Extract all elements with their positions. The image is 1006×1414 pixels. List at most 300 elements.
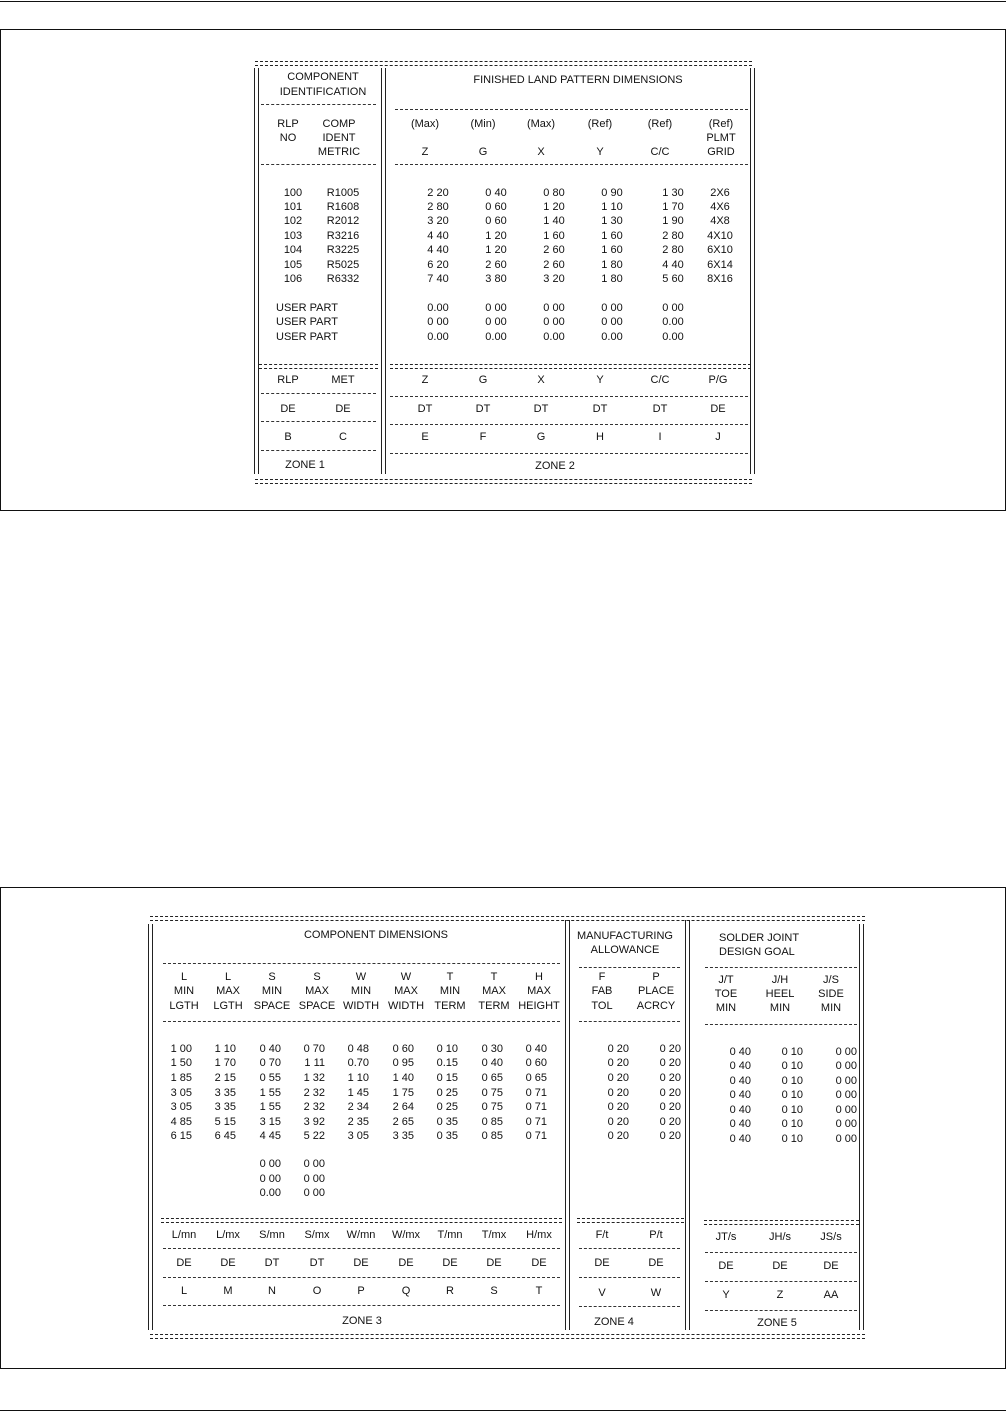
user-cell-1-2: 0 00 <box>543 316 565 328</box>
comp-cell-6-1: 6 45 <box>214 1130 236 1142</box>
user-cell-2-3: 0.00 <box>601 331 623 343</box>
top-letter-0: B <box>284 431 292 443</box>
sj-col-hdr-0-1: TOE <box>714 988 738 1000</box>
top-abbr-3: G <box>478 374 488 386</box>
mfg-cell-5-0: 0 20 <box>607 1116 629 1128</box>
comp-abbr-3: S/mx <box>304 1229 330 1241</box>
comp-type-0: DE <box>176 1257 192 1269</box>
sj-cell-5-1: 0 10 <box>781 1118 803 1130</box>
mfg-cell-1-0: 0 20 <box>607 1057 629 1069</box>
comp-cell-3-0: 3 05 <box>170 1087 192 1099</box>
sj-cell-6-1: 0 10 <box>781 1133 803 1145</box>
comp-cell-1-1: 1 70 <box>214 1057 236 1069</box>
comp-cell-4-0: 3 05 <box>170 1101 192 1113</box>
mfg-header-2: ALLOWANCE <box>590 944 660 956</box>
top-cell-5-2: 6 20 <box>427 259 449 271</box>
col-header-dim-5-1: PLMT <box>706 132 736 144</box>
sj-abbr-1: JH/s <box>769 1231 791 1243</box>
mfg-cell-0-0: 0 20 <box>607 1043 629 1055</box>
mfg-abbr-1: P/t <box>649 1229 663 1241</box>
top-cell-2-0: 102 <box>283 215 303 227</box>
comp-cell-2-4: 1 10 <box>347 1072 369 1084</box>
comp-cell-0-3: 0 70 <box>303 1043 325 1055</box>
comp-cell-3-8: 0 71 <box>525 1087 547 1099</box>
comp-cell-6-2: 4 45 <box>259 1130 281 1142</box>
top-letter-7: J <box>715 431 721 443</box>
bot-user-cell-1-0: 0 00 <box>259 1173 281 1185</box>
top-cell-0-0: 100 <box>283 187 303 199</box>
comp-cell-6-7: 0 85 <box>481 1130 503 1142</box>
user-cell-0-4: 0 00 <box>662 302 684 314</box>
top-cell-5-6: 4 40 <box>662 259 684 271</box>
top-cell-4-4: 2 60 <box>543 244 565 256</box>
top-cell-3-1: R3216 <box>326 230 360 242</box>
comp-cell-5-3: 3 92 <box>303 1116 325 1128</box>
top-cell-2-5: 1 30 <box>601 215 623 227</box>
sj-col-hdr-0-2: MIN <box>715 1002 737 1014</box>
comp-cell-5-7: 0 85 <box>481 1116 503 1128</box>
sj-cell-1-1: 0 10 <box>781 1060 803 1072</box>
sj-col-hdr-0-0: J/T <box>718 974 734 986</box>
user-cell-2-4: 0.00 <box>662 331 684 343</box>
comp-letter-4: P <box>357 1285 365 1297</box>
top-cell-0-6: 1 30 <box>662 187 684 199</box>
comp-cell-0-4: 0 48 <box>347 1043 369 1055</box>
col-header-dim-2-2: X <box>537 146 545 158</box>
bot-right-border <box>859 924 864 1330</box>
comp-letter-8: T <box>535 1285 543 1297</box>
comp-cell-5-0: 4 85 <box>170 1116 192 1128</box>
sj-col-hdr-1-0: J/H <box>771 974 789 986</box>
user-cell-0-1: 0 00 <box>485 302 507 314</box>
bot-sep-5c <box>705 1310 857 1311</box>
top-cell-6-3: 3 80 <box>485 273 507 285</box>
comp-letter-0: L <box>180 1285 188 1297</box>
comp-letter-6: R <box>446 1285 454 1297</box>
sj-cell-0-2: 0 00 <box>835 1046 857 1058</box>
top-cell-5-7: 6X14 <box>707 259 733 271</box>
comp-cell-1-8: 0 60 <box>525 1057 547 1069</box>
top-cell-1-7: 4X6 <box>710 201 730 213</box>
mfg-cell-2-0: 0 20 <box>607 1072 629 1084</box>
top-cell-2-6: 1 90 <box>662 215 684 227</box>
user-cell-2-0: 0.00 <box>427 331 449 343</box>
top-cell-6-6: 5 60 <box>662 273 684 285</box>
col-header-dim-3-2: Y <box>596 146 604 158</box>
top-type-5: DT <box>592 403 608 415</box>
top-cell-1-1: R1608 <box>326 201 360 213</box>
comp-col-hdr-2-1: MIN <box>261 985 283 997</box>
bot-eq-3 <box>704 1220 859 1225</box>
sj-cell-0-1: 0 10 <box>781 1046 803 1058</box>
user-cell-0-0: 0.00 <box>427 302 449 314</box>
top-cell-6-7: 8X16 <box>707 273 733 285</box>
top-type-1: DE <box>335 403 351 415</box>
col-header-left-0-1: NO <box>279 132 297 144</box>
col-header-dim-4-2: C/C <box>650 146 670 158</box>
comp-cell-2-3: 1 32 <box>303 1072 325 1084</box>
sj-cell-4-0: 0 40 <box>729 1104 751 1116</box>
comp-type-3: DT <box>309 1257 325 1269</box>
comp-cell-2-2: 0 55 <box>259 1072 281 1084</box>
top-type-7: DE <box>710 403 726 415</box>
comp-cell-0-6: 0 10 <box>436 1043 458 1055</box>
col-header-dim-5-2: GRID <box>707 146 735 158</box>
top-cell-6-1: R6332 <box>326 273 360 285</box>
sj-cell-6-0: 0 40 <box>729 1133 751 1145</box>
top-letter-6: I <box>658 431 662 443</box>
bot-sep-4a <box>163 1277 560 1278</box>
top-abbr-6: C/C <box>650 374 670 386</box>
top-cell-4-1: R3225 <box>326 244 360 256</box>
bot-sep-2b <box>579 1021 680 1022</box>
comp-col-hdr-8-2: HEIGHT <box>518 1000 560 1012</box>
comp-letter-5: Q <box>401 1285 411 1297</box>
sj-cell-2-2: 0 00 <box>835 1075 857 1087</box>
comp-type-7: DE <box>486 1257 502 1269</box>
mfg-letter-1: W <box>650 1287 662 1299</box>
bot-sep-5b <box>579 1306 680 1307</box>
comp-cell-6-8: 0 71 <box>525 1130 547 1142</box>
top-cell-2-4: 1 40 <box>543 215 565 227</box>
top-cell-5-0: 105 <box>283 259 303 271</box>
user-cell-0-3: 0 00 <box>601 302 623 314</box>
mfg-cell-6-1: 0 20 <box>659 1130 681 1142</box>
mfg-col-hdr-0-1: FAB <box>591 985 613 997</box>
top-letter-5: H <box>596 431 604 443</box>
user-cell-2-1: 0.00 <box>485 331 507 343</box>
bot-sep-1c <box>705 967 857 968</box>
comp-cell-2-5: 1 40 <box>392 1072 414 1084</box>
comp-cell-1-6: 0.15 <box>436 1057 458 1069</box>
comp-col-hdr-7-1: MAX <box>482 985 506 997</box>
comp-letter-2: N <box>268 1285 276 1297</box>
top-cell-6-2: 7 40 <box>427 273 449 285</box>
top-abbr-2: Z <box>421 374 429 386</box>
comp-cell-6-6: 0 35 <box>436 1130 458 1142</box>
comp-cell-5-8: 0 71 <box>525 1116 547 1128</box>
bot-sep-2c <box>705 1024 857 1025</box>
comp-abbr-1: L/mx <box>216 1229 240 1241</box>
comp-abbr-4: W/mn <box>346 1229 376 1241</box>
comp-cell-4-4: 2 34 <box>347 1101 369 1113</box>
top-cell-2-1: R2012 <box>326 215 360 227</box>
top-type-2: DT <box>417 403 433 415</box>
comp-cell-5-2: 3 15 <box>259 1116 281 1128</box>
comp-cell-0-2: 0 40 <box>259 1043 281 1055</box>
comp-cell-4-2: 1 55 <box>259 1101 281 1113</box>
comp-cell-2-1: 2 15 <box>214 1072 236 1084</box>
comp-col-hdr-8-1: MAX <box>527 985 551 997</box>
user-part-label-0: USER PART <box>276 302 338 314</box>
mfg-cell-2-1: 0 20 <box>659 1072 681 1084</box>
zone-4-label: ZONE 4 <box>594 1316 634 1328</box>
comp-col-hdr-1-1: MAX <box>216 985 240 997</box>
top-cell-3-6: 2 80 <box>662 230 684 242</box>
sj-cell-3-0: 0 40 <box>729 1089 751 1101</box>
comp-abbr-2: S/mn <box>259 1229 285 1241</box>
top-cell-3-4: 1 60 <box>543 230 565 242</box>
user-part-label-1: USER PART <box>276 316 338 328</box>
col-header-left-1-1: IDENT <box>322 132 356 144</box>
top-cell-0-5: 0 90 <box>601 187 623 199</box>
sj-header-1: SOLDER JOINT <box>719 932 800 944</box>
comp-col-hdr-8-0: H <box>535 971 543 983</box>
top-cell-1-6: 1 70 <box>662 201 684 213</box>
top-letter-3: F <box>479 431 487 443</box>
comp-cell-2-8: 0 65 <box>525 1072 547 1084</box>
comp-col-hdr-5-2: WIDTH <box>387 1000 425 1012</box>
comp-col-hdr-0-2: LGTH <box>169 1000 199 1012</box>
top-abbr-0: RLP <box>277 374 299 386</box>
comp-cell-1-5: 0 95 <box>392 1057 414 1069</box>
bot-user-cell-2-1: 0 00 <box>303 1187 325 1199</box>
bot-user-cell-1-1: 0 00 <box>303 1173 325 1185</box>
comp-cell-2-7: 0 65 <box>481 1072 503 1084</box>
sj-cell-6-2: 0 00 <box>835 1133 857 1145</box>
comp-cell-5-6: 0 35 <box>436 1116 458 1128</box>
comp-col-hdr-6-0: T <box>446 971 454 983</box>
comp-cell-4-5: 2 64 <box>392 1101 414 1113</box>
col-header-left-0-0: RLP <box>277 118 299 130</box>
sj-letter-0: Y <box>722 1289 730 1301</box>
comp-col-hdr-2-2: SPACE <box>253 1000 291 1012</box>
top-abbr-4: X <box>537 374 545 386</box>
comp-type-5: DE <box>398 1257 414 1269</box>
top-cell-4-0: 104 <box>283 244 303 256</box>
comp-cell-1-4: 0.70 <box>347 1057 369 1069</box>
comp-cell-1-0: 1 50 <box>170 1057 192 1069</box>
comp-abbr-8: H/mx <box>526 1229 552 1241</box>
top-cell-0-3: 0 40 <box>485 187 507 199</box>
finished-header: FINISHED LAND PATTERN DIMENSIONS <box>473 74 683 86</box>
top-cell-5-3: 2 60 <box>485 259 507 271</box>
top-type-0: DE <box>280 403 296 415</box>
comp-cell-0-7: 0 30 <box>481 1043 503 1055</box>
bot-outer-bottom <box>150 1334 865 1339</box>
comp-col-hdr-3-0: S <box>313 971 321 983</box>
comp-col-hdr-5-1: MAX <box>394 985 418 997</box>
sj-type-0: DE <box>718 1260 734 1272</box>
top-cell-1-3: 0 60 <box>485 201 507 213</box>
bot-sep-5a <box>163 1305 560 1306</box>
comp-dims-header: COMPONENT DIMENSIONS <box>303 929 449 941</box>
comp-cell-6-4: 3 05 <box>347 1130 369 1142</box>
comp-col-hdr-3-2: SPACE <box>298 1000 336 1012</box>
sj-col-hdr-2-2: MIN <box>820 1002 842 1014</box>
sj-cell-3-2: 0 00 <box>835 1089 857 1101</box>
top-cell-1-2: 2 80 <box>427 201 449 213</box>
top-cell-3-0: 103 <box>283 230 303 242</box>
top-letter-2: E <box>421 431 429 443</box>
top-type-4: DT <box>533 403 549 415</box>
bot-sep-3c <box>705 1252 857 1253</box>
comp-col-hdr-1-2: LGTH <box>213 1000 243 1012</box>
bot-sep-2a <box>163 1021 560 1022</box>
sj-col-hdr-1-1: HEEL <box>765 988 795 1000</box>
mfg-cell-3-1: 0 20 <box>659 1087 681 1099</box>
col-header-dim-2-0: (Max) <box>526 118 556 130</box>
sj-col-hdr-2-1: SIDE <box>818 988 844 1000</box>
bot-user-cell-2-0: 0.00 <box>259 1187 281 1199</box>
top-cell-5-4: 2 60 <box>543 259 565 271</box>
user-cell-1-0: 0 00 <box>427 316 449 328</box>
comp-cell-4-1: 3 35 <box>214 1101 236 1113</box>
bot-user-cell-0-0: 0 00 <box>259 1158 281 1170</box>
comp-cell-0-0: 1 00 <box>170 1043 192 1055</box>
mfg-col-hdr-1-2: ACRCY <box>636 1000 676 1012</box>
comp-cell-5-1: 5 15 <box>214 1116 236 1128</box>
top-cell-4-5: 1 60 <box>601 244 623 256</box>
comp-cell-4-6: 0 25 <box>436 1101 458 1113</box>
sj-header-2: DESIGN GOAL <box>719 946 795 958</box>
col-header-left-1-0: COMP <box>322 118 356 130</box>
bot-eq-1 <box>161 1218 562 1223</box>
comp-col-hdr-4-2: WIDTH <box>342 1000 380 1012</box>
top-cell-6-5: 1 80 <box>601 273 623 285</box>
col-header-dim-0-2: Z <box>421 146 429 158</box>
comp-col-hdr-7-2: TERM <box>478 1000 510 1012</box>
sj-cell-0-0: 0 40 <box>729 1046 751 1058</box>
sj-cell-4-2: 0 00 <box>835 1104 857 1116</box>
sj-cell-1-2: 0 00 <box>835 1060 857 1072</box>
comp-type-1: DE <box>220 1257 236 1269</box>
comp-cell-0-5: 0 60 <box>392 1043 414 1055</box>
comp-cell-2-6: 0 15 <box>436 1072 458 1084</box>
top-cell-4-3: 1 20 <box>485 244 507 256</box>
top-cell-2-3: 0 60 <box>485 215 507 227</box>
top-cell-6-4: 3 20 <box>543 273 565 285</box>
mfg-cell-0-1: 0 20 <box>659 1043 681 1055</box>
top-cell-4-6: 2 80 <box>662 244 684 256</box>
mfg-cell-6-0: 0 20 <box>607 1130 629 1142</box>
comp-col-hdr-3-1: MAX <box>305 985 329 997</box>
col-header-dim-1-2: G <box>478 146 488 158</box>
top-cell-1-0: 101 <box>283 201 303 213</box>
top-cell-1-4: 1 20 <box>543 201 565 213</box>
sj-cell-1-0: 0 40 <box>729 1060 751 1072</box>
sj-cell-3-1: 0 10 <box>781 1089 803 1101</box>
bot-outer-top <box>150 916 865 921</box>
component-header-line2: IDENTIFICATION <box>279 86 367 98</box>
top-cell-5-5: 1 80 <box>601 259 623 271</box>
sj-letter-2: AA <box>823 1289 839 1301</box>
bot-sep-1a <box>163 963 560 964</box>
comp-cell-3-3: 2 32 <box>303 1087 325 1099</box>
col-header-dim-5-0: (Ref) <box>708 118 734 130</box>
bot-sep-3b <box>579 1248 680 1249</box>
comp-col-hdr-0-1: MIN <box>173 985 195 997</box>
top-cell-2-2: 3 20 <box>427 215 449 227</box>
top-type-6: DT <box>652 403 668 415</box>
mfg-cell-5-1: 0 20 <box>659 1116 681 1128</box>
sj-cell-5-2: 0 00 <box>835 1118 857 1130</box>
top-cell-3-3: 1 20 <box>485 230 507 242</box>
sj-col-hdr-2-0: J/S <box>823 974 839 986</box>
sj-cell-2-0: 0 40 <box>729 1075 751 1087</box>
comp-letter-3: O <box>312 1285 322 1297</box>
top-cell-0-4: 0 80 <box>543 187 565 199</box>
user-part-label-2: USER PART <box>276 331 338 343</box>
zone-1-label: ZONE 1 <box>285 459 325 471</box>
comp-cell-4-7: 0 75 <box>481 1101 503 1113</box>
comp-cell-6-0: 6 15 <box>170 1130 192 1142</box>
col-header-dim-3-0: (Ref) <box>587 118 613 130</box>
comp-cell-6-3: 5 22 <box>303 1130 325 1142</box>
comp-type-6: DE <box>442 1257 458 1269</box>
comp-cell-0-1: 1 10 <box>214 1043 236 1055</box>
bot-sep-4c <box>705 1281 857 1282</box>
sj-cell-4-1: 0 10 <box>781 1104 803 1116</box>
mfg-type-1: DE <box>648 1257 664 1269</box>
comp-cell-5-4: 2 35 <box>347 1116 369 1128</box>
top-cell-0-2: 2 20 <box>427 187 449 199</box>
comp-letter-7: S <box>490 1285 498 1297</box>
bot-eq-2 <box>577 1218 684 1223</box>
mfg-col-hdr-1-1: PLACE <box>637 985 675 997</box>
comp-cell-1-2: 0 70 <box>259 1057 281 1069</box>
comp-col-hdr-4-0: W <box>355 971 367 983</box>
mfg-letter-0: V <box>598 1287 606 1299</box>
top-cell-4-7: 6X10 <box>707 244 733 256</box>
user-cell-2-2: 0.00 <box>543 331 565 343</box>
comp-cell-5-5: 2 65 <box>392 1116 414 1128</box>
sj-letter-1: Z <box>776 1289 784 1301</box>
comp-col-hdr-0-0: L <box>180 971 188 983</box>
user-cell-1-1: 0 00 <box>485 316 507 328</box>
comp-type-4: DE <box>353 1257 369 1269</box>
sj-abbr-2: JS/s <box>820 1231 842 1243</box>
mfg-cell-3-0: 0 20 <box>607 1087 629 1099</box>
user-cell-0-2: 0 00 <box>543 302 565 314</box>
sj-type-1: DE <box>772 1260 788 1272</box>
top-letter-4: G <box>536 431 546 443</box>
comp-cell-6-5: 3 35 <box>392 1130 414 1142</box>
comp-col-hdr-2-0: S <box>268 971 276 983</box>
comp-col-hdr-5-0: W <box>400 971 412 983</box>
user-cell-1-4: 0.00 <box>662 316 684 328</box>
bot-user-cell-0-1: 0 00 <box>303 1158 325 1170</box>
mfg-col-hdr-0-2: TOL <box>591 1000 613 1012</box>
sj-type-2: DE <box>823 1260 839 1272</box>
sj-col-hdr-1-2: MIN <box>769 1002 791 1014</box>
top-cell-0-7: 2X6 <box>710 187 730 199</box>
sj-cell-5-0: 0 40 <box>729 1118 751 1130</box>
comp-cell-3-2: 1 55 <box>259 1087 281 1099</box>
mfg-header-1: MANUFACTURING <box>577 930 673 942</box>
comp-abbr-5: W/mx <box>391 1229 421 1241</box>
comp-cell-3-1: 3 35 <box>214 1087 236 1099</box>
comp-type-8: DE <box>531 1257 547 1269</box>
comp-cell-0-8: 0 40 <box>525 1043 547 1055</box>
comp-col-hdr-6-1: MIN <box>439 985 461 997</box>
top-cell-3-7: 4X10 <box>707 230 733 242</box>
zone-5-label: ZONE 5 <box>757 1317 797 1329</box>
mfg-cell-4-1: 0 20 <box>659 1101 681 1113</box>
sj-cell-2-1: 0 10 <box>781 1075 803 1087</box>
zone-3-label: ZONE 3 <box>342 1315 382 1327</box>
comp-cell-3-5: 1 75 <box>392 1087 414 1099</box>
comp-col-hdr-6-2: TERM <box>434 1000 466 1012</box>
zone-2-label: ZONE 2 <box>535 460 575 472</box>
col-header-left-1-2: METRIC <box>317 146 361 158</box>
bot-sep-1b <box>579 967 680 968</box>
comp-abbr-7: T/mx <box>481 1229 507 1241</box>
comp-abbr-6: T/mn <box>437 1229 463 1241</box>
comp-type-2: DT <box>264 1257 280 1269</box>
sj-abbr-0: JT/s <box>715 1231 737 1243</box>
bot-sep-3a <box>163 1248 560 1249</box>
